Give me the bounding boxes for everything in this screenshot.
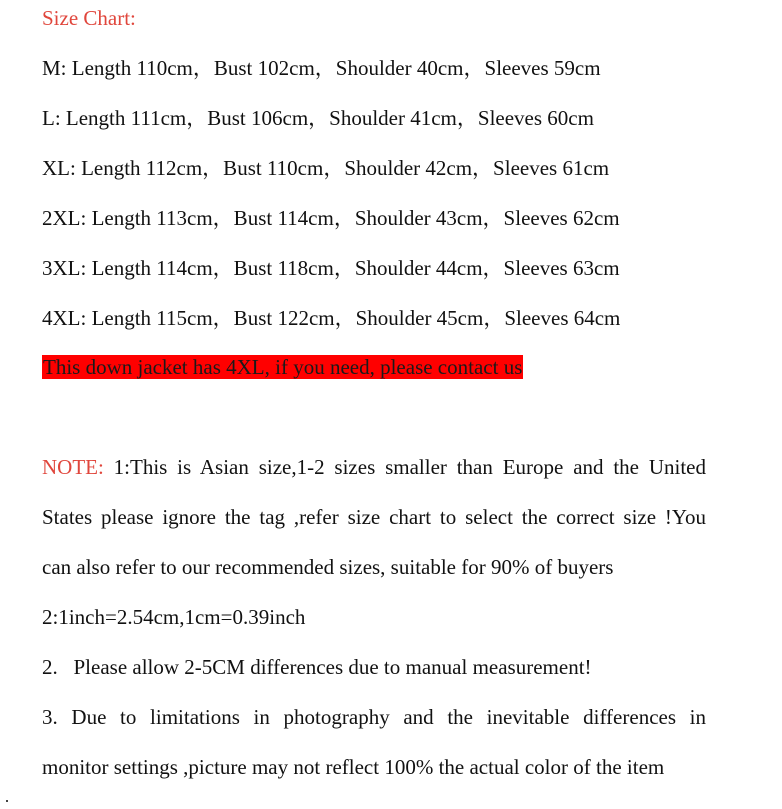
note-line-1: [42, 453, 706, 481]
highlight-note-line: [42, 353, 523, 381]
size-row-m: M: Length 110cm，Bust 102cm，Shoulder 40cm，Sleeves 59cm: [42, 56, 601, 80]
note-line-5: 2. Please allow 2-5CM differences due to manual measurement!: [42, 655, 592, 679]
size-row-xl: XL: Length 112cm，Bust 110cm，Shoulder 42cm，Sleeves 61cm: [42, 156, 610, 180]
note-line-2: States please ignore the tag ,refer size chart to select the correct size !You: [42, 505, 706, 529]
note-line-7: monitor settings ,picture may not reflect 100% the actual color of the item: [42, 755, 665, 779]
size-row-2xl: 2XL: Length 113cm，Bust 114cm，Shoulder 43cm，Sleeves 62cm: [42, 206, 620, 230]
note-text-1: 1:This is Asian size,1-2 sizes smaller than Europe and the United: [113, 455, 706, 479]
note-line-6: 3. Due to limitations in photography and the inevitable differences in: [42, 705, 706, 729]
note-label: NOTE:: [42, 455, 114, 479]
note-line-4: 2:1inch=2.54cm,1cm=0.39inch: [42, 605, 306, 629]
highlighted-4xl-note: This down jacket has 4XL, if you need, please contact us: [43, 355, 523, 379]
note-line-3: can also refer to our recommended sizes, suitable for 90% of buyers: [42, 555, 614, 579]
size-row-4xl: 4XL: Length 115cm，Bust 122cm，Shoulder 45cm，Sleeves 64cm: [42, 306, 621, 330]
size-row-3xl: 3XL: Length 114cm，Bust 118cm，Shoulder 44cm，Sleeves 63cm: [42, 256, 620, 280]
decorative-dot: [6, 800, 8, 802]
size-row-l: L: Length 111cm，Bust 106cm，Shoulder 41cm，Sleeves 60cm: [42, 106, 594, 130]
size-chart-title: Size Chart:: [42, 6, 136, 30]
